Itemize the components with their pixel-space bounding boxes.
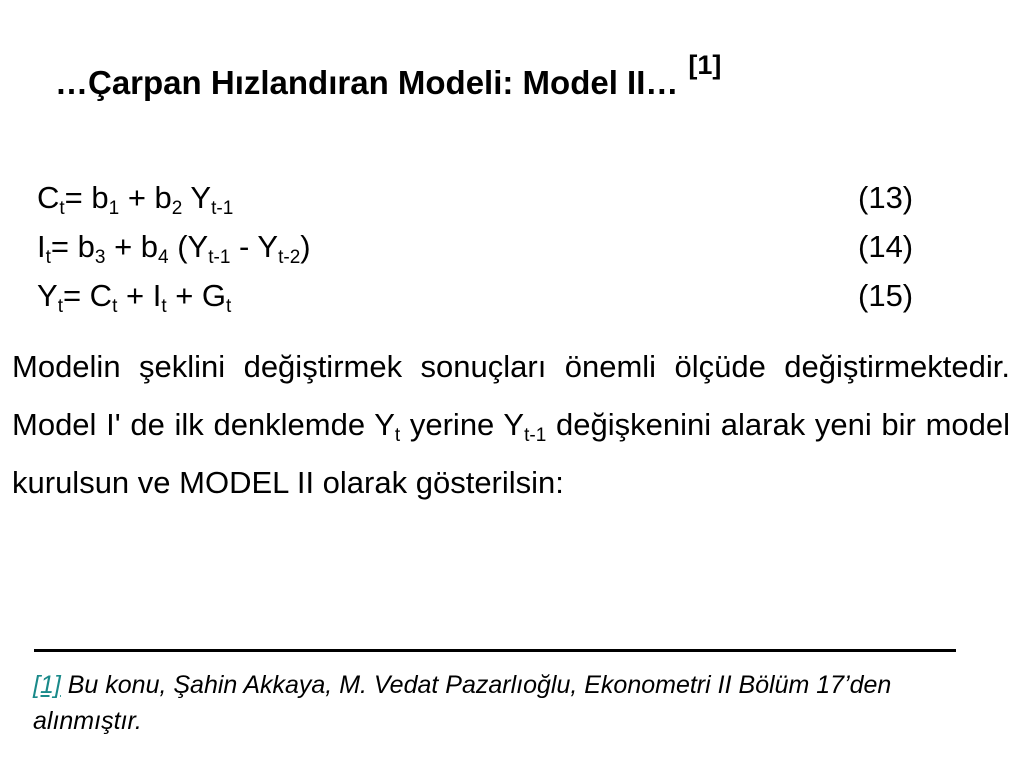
eq-lhs-sub: t	[45, 247, 51, 268]
footnote-link[interactable]: [1]	[33, 671, 61, 699]
eq-lhs-sub: t	[57, 296, 63, 317]
eq-lhs: Y	[37, 278, 58, 313]
slide-title	[55, 50, 722, 102]
eq-lhs-sub: t	[59, 198, 65, 219]
para-sub: t-1	[524, 425, 547, 446]
footnote	[33, 667, 1003, 739]
eq-rhs: = $C_t + I_t + G_t$	[62, 278, 232, 317]
equation-number: (14)	[858, 229, 914, 264]
footnote-divider	[34, 649, 956, 652]
body-paragraph	[12, 338, 1010, 512]
eq-lhs: I	[37, 229, 46, 264]
equation-number: (13)	[858, 180, 914, 215]
eq-rhs: = $b_3 + b_4$ $(Y_{t-1} - Y_{t-2})$	[50, 229, 311, 268]
eq-rhs: = $b_1 + b_2$ $Y_{t-1}$	[64, 180, 234, 219]
equation-number: (15)	[858, 278, 914, 313]
para-sub: t	[394, 425, 401, 446]
title-reference: [1]	[688, 50, 722, 80]
footnote-text: Bu konu, Şahin Akkaya, M. Vedat Pazarlıoğlu, Ekonometri II Bölüm 17’den alınmıştır.	[33, 671, 892, 735]
eq-lhs: C	[37, 180, 60, 215]
equation-15	[37, 276, 231, 316]
para-text: değişkenini alarak yeni bir model kurulsun ve MODEL II olarak gösterilsin:	[12, 407, 1010, 500]
para-text: yerine Y	[400, 407, 525, 442]
equation-14	[37, 227, 311, 267]
para-text: Modelin şeklini değiştirmek sonuçları önemli ölçüde değiştirmektedir. Model I' de ilk denklemde Y	[12, 349, 1010, 442]
equation-13	[37, 178, 233, 218]
title-text: …Çarpan Hızlandıran Modeli: Model II…	[55, 64, 679, 101]
